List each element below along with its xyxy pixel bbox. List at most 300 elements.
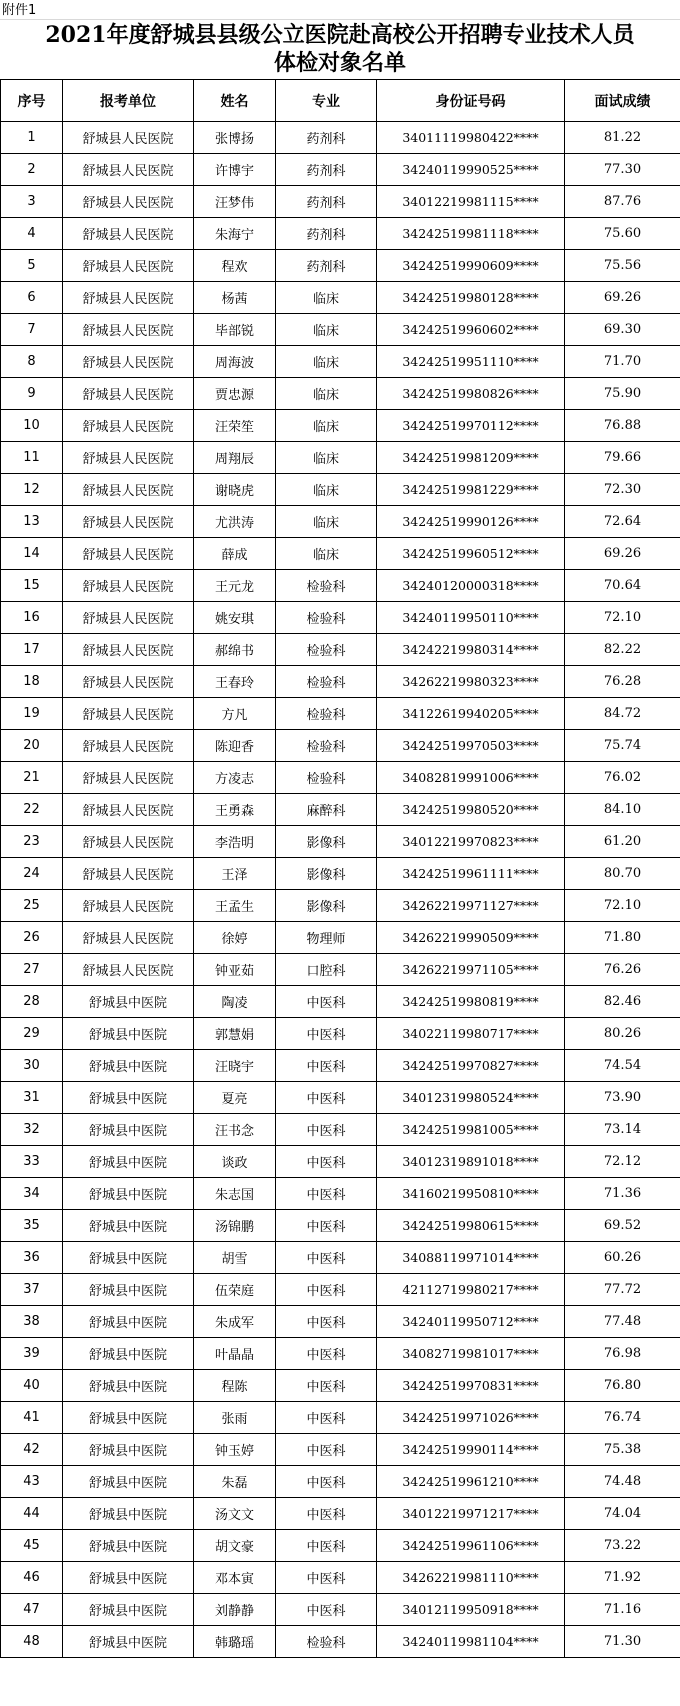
cell-id-number: 34012219971217**** — [377, 1498, 565, 1530]
cell-major: 中医科 — [276, 1466, 377, 1498]
cell-unit: 舒城县中医院 — [63, 1338, 194, 1370]
cell-name: 杨茜 — [194, 282, 276, 314]
cell-index: 5 — [1, 250, 63, 282]
cell-name: 谈政 — [194, 1146, 276, 1178]
cell-interview-score: 72.10 — [565, 890, 680, 922]
cell-id-number: 34012219970823**** — [377, 826, 565, 858]
cell-index: 13 — [1, 506, 63, 538]
cell-interview-score: 81.22 — [565, 122, 680, 154]
cell-interview-score: 75.90 — [565, 378, 680, 410]
table-row — [1, 794, 680, 826]
cell-name: 方凡 — [194, 698, 276, 730]
cell-id-number: 34012319891018**** — [377, 1146, 565, 1178]
cell-unit: 舒城县人民医院 — [63, 378, 194, 410]
table-row — [1, 506, 680, 538]
table-row — [1, 858, 680, 890]
cell-index: 18 — [1, 666, 63, 698]
cell-index: 17 — [1, 634, 63, 666]
cell-unit: 舒城县中医院 — [63, 1306, 194, 1338]
cell-name: 胡雪 — [194, 1242, 276, 1274]
cell-unit: 舒城县人民医院 — [63, 186, 194, 218]
cell-major: 检验科 — [276, 602, 377, 634]
cell-interview-score: 69.26 — [565, 538, 680, 570]
cell-name: 薛成 — [194, 538, 276, 570]
cell-unit: 舒城县人民医院 — [63, 282, 194, 314]
cell-unit: 舒城县中医院 — [63, 1082, 194, 1114]
cell-name: 钟玉婷 — [194, 1434, 276, 1466]
cell-major: 中医科 — [276, 1306, 377, 1338]
cell-index: 7 — [1, 314, 63, 346]
cell-unit: 舒城县人民医院 — [63, 858, 194, 890]
cell-unit: 舒城县人民医院 — [63, 442, 194, 474]
cell-name: 汪书念 — [194, 1114, 276, 1146]
cell-index: 25 — [1, 890, 63, 922]
cell-id-number: 34242519971026**** — [377, 1402, 565, 1434]
cell-index: 47 — [1, 1594, 63, 1626]
cell-major: 物理师 — [276, 922, 377, 954]
cell-major: 临床 — [276, 410, 377, 442]
cell-major: 中医科 — [276, 1274, 377, 1306]
table-row — [1, 1626, 680, 1658]
cell-name: 胡文豪 — [194, 1530, 276, 1562]
cell-interview-score: 71.92 — [565, 1562, 680, 1594]
cell-unit: 舒城县中医院 — [63, 1594, 194, 1626]
table-row — [1, 1306, 680, 1338]
cell-interview-score: 76.80 — [565, 1370, 680, 1402]
cell-index: 20 — [1, 730, 63, 762]
cell-id-number: 34242519970112**** — [377, 410, 565, 442]
cell-index: 16 — [1, 602, 63, 634]
header-unit: 报考单位 — [63, 80, 194, 122]
cell-id-number: 34242519961210**** — [377, 1466, 565, 1498]
cell-name: 徐婷 — [194, 922, 276, 954]
table-row — [1, 1050, 680, 1082]
table-row — [1, 1434, 680, 1466]
cell-major: 临床 — [276, 282, 377, 314]
cell-name: 刘静静 — [194, 1594, 276, 1626]
cell-index: 4 — [1, 218, 63, 250]
cell-name: 陈迎香 — [194, 730, 276, 762]
header-index: 序号 — [1, 80, 63, 122]
cell-major: 中医科 — [276, 1082, 377, 1114]
table-row — [1, 634, 680, 666]
cell-name: 朱磊 — [194, 1466, 276, 1498]
cell-unit: 舒城县人民医院 — [63, 314, 194, 346]
table-row — [1, 1018, 680, 1050]
cell-id-number: 34012319980524**** — [377, 1082, 565, 1114]
cell-major: 中医科 — [276, 1146, 377, 1178]
cell-id-number: 34242519961106**** — [377, 1530, 565, 1562]
cell-unit: 舒城县人民医院 — [63, 698, 194, 730]
cell-name: 汤锦鹏 — [194, 1210, 276, 1242]
cell-unit: 舒城县人民医院 — [63, 826, 194, 858]
cell-index: 26 — [1, 922, 63, 954]
cell-major: 检验科 — [276, 570, 377, 602]
table-row — [1, 762, 680, 794]
cell-name: 王春玲 — [194, 666, 276, 698]
cell-name: 朱海宁 — [194, 218, 276, 250]
cell-index: 39 — [1, 1338, 63, 1370]
table-row — [1, 1178, 680, 1210]
cell-index: 12 — [1, 474, 63, 506]
cell-name: 王孟生 — [194, 890, 276, 922]
cell-index: 21 — [1, 762, 63, 794]
cell-index: 10 — [1, 410, 63, 442]
cell-unit: 舒城县人民医院 — [63, 218, 194, 250]
cell-index: 32 — [1, 1114, 63, 1146]
cell-interview-score: 84.72 — [565, 698, 680, 730]
cell-index: 9 — [1, 378, 63, 410]
cell-index: 6 — [1, 282, 63, 314]
cell-id-number: 34242519970831**** — [377, 1370, 565, 1402]
cell-unit: 舒城县中医院 — [63, 1530, 194, 1562]
table-row — [1, 218, 680, 250]
cell-id-number: 34242519970503**** — [377, 730, 565, 762]
cell-interview-score: 73.14 — [565, 1114, 680, 1146]
cell-unit: 舒城县人民医院 — [63, 250, 194, 282]
table-row — [1, 282, 680, 314]
cell-unit: 舒城县人民医院 — [63, 922, 194, 954]
cell-name: 程欢 — [194, 250, 276, 282]
cell-id-number: 34240119981104**** — [377, 1626, 565, 1658]
cell-major: 中医科 — [276, 1018, 377, 1050]
cell-interview-score: 60.26 — [565, 1242, 680, 1274]
cell-major: 中医科 — [276, 1338, 377, 1370]
cell-index: 48 — [1, 1626, 63, 1658]
table-row — [1, 1274, 680, 1306]
cell-interview-score: 73.90 — [565, 1082, 680, 1114]
table-row — [1, 890, 680, 922]
cell-id-number: 34242519980520**** — [377, 794, 565, 826]
cell-unit: 舒城县中医院 — [63, 1114, 194, 1146]
cell-name: 汪晓宇 — [194, 1050, 276, 1082]
cell-major: 药剂科 — [276, 218, 377, 250]
cell-index: 19 — [1, 698, 63, 730]
table-row — [1, 538, 680, 570]
cell-id-number: 34242519990114**** — [377, 1434, 565, 1466]
table-row — [1, 442, 680, 474]
cell-interview-score: 76.02 — [565, 762, 680, 794]
cell-interview-score: 82.22 — [565, 634, 680, 666]
cell-interview-score: 75.56 — [565, 250, 680, 282]
header-interview-score: 面试成绩 — [565, 80, 680, 122]
cell-id-number: 34082819991006**** — [377, 762, 565, 794]
cell-interview-score: 74.54 — [565, 1050, 680, 1082]
cell-name: 李浩明 — [194, 826, 276, 858]
cell-unit: 舒城县中医院 — [63, 986, 194, 1018]
cell-name: 谢晓虎 — [194, 474, 276, 506]
cell-name: 王元龙 — [194, 570, 276, 602]
cell-interview-score: 80.26 — [565, 1018, 680, 1050]
cell-interview-score: 72.64 — [565, 506, 680, 538]
cell-major: 检验科 — [276, 666, 377, 698]
cell-unit: 舒城县人民医院 — [63, 122, 194, 154]
cell-unit: 舒城县中医院 — [63, 1370, 194, 1402]
cell-name: 王勇森 — [194, 794, 276, 826]
cell-id-number: 34012119950918**** — [377, 1594, 565, 1626]
cell-id-number: 34160219950810**** — [377, 1178, 565, 1210]
cell-unit: 舒城县人民医院 — [63, 730, 194, 762]
cell-interview-score: 72.10 — [565, 602, 680, 634]
table-row — [1, 410, 680, 442]
cell-major: 临床 — [276, 378, 377, 410]
cell-id-number: 34242519960602**** — [377, 314, 565, 346]
cell-name: 方凌志 — [194, 762, 276, 794]
cell-major: 中医科 — [276, 1210, 377, 1242]
cell-id-number: 34242519980819**** — [377, 986, 565, 1018]
cell-name: 伍荣庭 — [194, 1274, 276, 1306]
cell-index: 31 — [1, 1082, 63, 1114]
table-row — [1, 1530, 680, 1562]
cell-name: 叶晶晶 — [194, 1338, 276, 1370]
cell-name: 张博扬 — [194, 122, 276, 154]
cell-unit: 舒城县中医院 — [63, 1626, 194, 1658]
cell-interview-score: 71.30 — [565, 1626, 680, 1658]
table-row — [1, 826, 680, 858]
page-title-line2: 体检对象名单 — [273, 50, 406, 76]
cell-major: 中医科 — [276, 1530, 377, 1562]
cell-major: 中医科 — [276, 1594, 377, 1626]
cell-unit: 舒城县人民医院 — [63, 634, 194, 666]
cell-interview-score: 84.10 — [565, 794, 680, 826]
table-row — [1, 922, 680, 954]
cell-major: 影像科 — [276, 858, 377, 890]
cell-name: 张雨 — [194, 1402, 276, 1434]
cell-unit: 舒城县中医院 — [63, 1466, 194, 1498]
table-row — [1, 346, 680, 378]
cell-unit: 舒城县人民医院 — [63, 794, 194, 826]
cell-index: 29 — [1, 1018, 63, 1050]
table-row — [1, 1594, 680, 1626]
cell-interview-score: 69.30 — [565, 314, 680, 346]
cell-id-number: 34240119990525**** — [377, 154, 565, 186]
table-row — [1, 122, 680, 154]
cell-id-number: 34242519970827**** — [377, 1050, 565, 1082]
table-row — [1, 1402, 680, 1434]
cell-interview-score: 76.28 — [565, 666, 680, 698]
cell-name: 周海波 — [194, 346, 276, 378]
table-row — [1, 1370, 680, 1402]
cell-unit: 舒城县中医院 — [63, 1562, 194, 1594]
cell-id-number: 34082719981017**** — [377, 1338, 565, 1370]
cell-interview-score: 82.46 — [565, 986, 680, 1018]
table-header-row — [1, 80, 680, 122]
cell-unit: 舒城县人民医院 — [63, 506, 194, 538]
cell-index: 46 — [1, 1562, 63, 1594]
cell-id-number: 34262219971105**** — [377, 954, 565, 986]
cell-interview-score: 71.16 — [565, 1594, 680, 1626]
cell-unit: 舒城县中医院 — [63, 1146, 194, 1178]
cell-unit: 舒城县人民医院 — [63, 570, 194, 602]
cell-id-number: 34242519951110**** — [377, 346, 565, 378]
cell-index: 23 — [1, 826, 63, 858]
cell-name: 郭慧娟 — [194, 1018, 276, 1050]
cell-major: 影像科 — [276, 826, 377, 858]
cell-major: 中医科 — [276, 1562, 377, 1594]
cell-major: 药剂科 — [276, 154, 377, 186]
cell-id-number: 34240120000318**** — [377, 570, 565, 602]
cell-id-number: 34240119950110**** — [377, 602, 565, 634]
cell-interview-score: 74.04 — [565, 1498, 680, 1530]
cell-index: 1 — [1, 122, 63, 154]
cell-major: 麻醉科 — [276, 794, 377, 826]
cell-major: 检验科 — [276, 698, 377, 730]
cell-name: 王泽 — [194, 858, 276, 890]
cell-index: 15 — [1, 570, 63, 602]
cell-major: 临床 — [276, 474, 377, 506]
cell-major: 临床 — [276, 506, 377, 538]
cell-name: 周翔辰 — [194, 442, 276, 474]
cell-major: 中医科 — [276, 1050, 377, 1082]
cell-index: 27 — [1, 954, 63, 986]
cell-id-number: 34022119980717**** — [377, 1018, 565, 1050]
cell-major: 中医科 — [276, 1402, 377, 1434]
cell-index: 28 — [1, 986, 63, 1018]
cell-id-number: 34242519981229**** — [377, 474, 565, 506]
cell-id-number: 34088119971014**** — [377, 1242, 565, 1274]
cell-index: 34 — [1, 1178, 63, 1210]
cell-interview-score: 71.70 — [565, 346, 680, 378]
attachment-label: 附件1 — [2, 3, 37, 18]
table-row — [1, 570, 680, 602]
cell-index: 24 — [1, 858, 63, 890]
cell-index: 38 — [1, 1306, 63, 1338]
cell-id-number: 34262219980323**** — [377, 666, 565, 698]
cell-index: 8 — [1, 346, 63, 378]
cell-interview-score: 87.76 — [565, 186, 680, 218]
cell-id-number: 34242519981209**** — [377, 442, 565, 474]
table-row — [1, 1242, 680, 1274]
cell-interview-score: 76.26 — [565, 954, 680, 986]
cell-interview-score: 75.60 — [565, 218, 680, 250]
cell-unit: 舒城县人民医院 — [63, 954, 194, 986]
cell-index: 30 — [1, 1050, 63, 1082]
cell-unit: 舒城县人民医院 — [63, 762, 194, 794]
cell-id-number: 42112719980217**** — [377, 1274, 565, 1306]
cell-unit: 舒城县中医院 — [63, 1402, 194, 1434]
cell-index: 22 — [1, 794, 63, 826]
cell-unit: 舒城县中医院 — [63, 1018, 194, 1050]
cell-major: 检验科 — [276, 762, 377, 794]
cell-index: 37 — [1, 1274, 63, 1306]
cell-id-number: 34242519980826**** — [377, 378, 565, 410]
cell-major: 检验科 — [276, 730, 377, 762]
cell-name: 朱志国 — [194, 1178, 276, 1210]
table-row — [1, 314, 680, 346]
cell-interview-score: 69.52 — [565, 1210, 680, 1242]
table-row — [1, 186, 680, 218]
cell-major: 临床 — [276, 346, 377, 378]
cell-interview-score: 76.98 — [565, 1338, 680, 1370]
table-row — [1, 378, 680, 410]
table-row — [1, 154, 680, 186]
cell-unit: 舒城县中医院 — [63, 1210, 194, 1242]
cell-index: 3 — [1, 186, 63, 218]
cell-index: 45 — [1, 1530, 63, 1562]
table-row — [1, 1114, 680, 1146]
cell-id-number: 34240119950712**** — [377, 1306, 565, 1338]
cell-interview-score: 76.88 — [565, 410, 680, 442]
cell-id-number: 34262219971127**** — [377, 890, 565, 922]
table-row — [1, 250, 680, 282]
cell-major: 中医科 — [276, 1370, 377, 1402]
cell-unit: 舒城县中医院 — [63, 1274, 194, 1306]
table-body — [1, 122, 680, 1658]
table-row — [1, 698, 680, 730]
table-row — [1, 1338, 680, 1370]
cell-unit: 舒城县中医院 — [63, 1242, 194, 1274]
header-id-number: 身份证号码 — [377, 80, 565, 122]
header-name: 姓名 — [194, 80, 276, 122]
cell-major: 中医科 — [276, 1178, 377, 1210]
cell-id-number: 34242519960512**** — [377, 538, 565, 570]
cell-major: 检验科 — [276, 634, 377, 666]
table-row — [1, 602, 680, 634]
cell-major: 药剂科 — [276, 122, 377, 154]
cell-interview-score: 75.38 — [565, 1434, 680, 1466]
cell-interview-score: 71.80 — [565, 922, 680, 954]
cell-name: 夏亮 — [194, 1082, 276, 1114]
cell-major: 临床 — [276, 538, 377, 570]
cell-interview-score: 77.48 — [565, 1306, 680, 1338]
header-major: 专业 — [276, 80, 377, 122]
cell-index: 14 — [1, 538, 63, 570]
table-row — [1, 1146, 680, 1178]
page-title-line1: 2021年度舒城县县级公立医院赴高校公开招聘专业技术人员 — [45, 22, 635, 48]
cell-id-number: 34242519981118**** — [377, 218, 565, 250]
cell-major: 影像科 — [276, 890, 377, 922]
cell-unit: 舒城县人民医院 — [63, 474, 194, 506]
cell-major: 中医科 — [276, 986, 377, 1018]
cell-major: 中医科 — [276, 1242, 377, 1274]
cell-unit: 舒城县人民医院 — [63, 154, 194, 186]
cell-major: 临床 — [276, 314, 377, 346]
cell-id-number: 34242519980128**** — [377, 282, 565, 314]
cell-interview-score: 74.48 — [565, 1466, 680, 1498]
cell-id-number: 34242519961111**** — [377, 858, 565, 890]
cell-index: 11 — [1, 442, 63, 474]
cell-index: 42 — [1, 1434, 63, 1466]
cell-interview-score: 75.74 — [565, 730, 680, 762]
cell-name: 毕部锐 — [194, 314, 276, 346]
cell-unit: 舒城县人民医院 — [63, 602, 194, 634]
cell-interview-score: 80.70 — [565, 858, 680, 890]
cell-id-number: 34242519990126**** — [377, 506, 565, 538]
cell-name: 邓本寅 — [194, 1562, 276, 1594]
table-row — [1, 1210, 680, 1242]
cell-index: 41 — [1, 1402, 63, 1434]
cell-interview-score: 72.12 — [565, 1146, 680, 1178]
cell-id-number: 34242519990609**** — [377, 250, 565, 282]
cell-index: 44 — [1, 1498, 63, 1530]
cell-interview-score: 61.20 — [565, 826, 680, 858]
cell-unit: 舒城县中医院 — [63, 1498, 194, 1530]
table-row — [1, 1562, 680, 1594]
cell-unit: 舒城县人民医院 — [63, 410, 194, 442]
cell-unit: 舒城县中医院 — [63, 1178, 194, 1210]
cell-major: 药剂科 — [276, 186, 377, 218]
cell-name: 尤洪涛 — [194, 506, 276, 538]
cell-index: 35 — [1, 1210, 63, 1242]
cell-index: 36 — [1, 1242, 63, 1274]
cell-index: 2 — [1, 154, 63, 186]
cell-interview-score: 76.74 — [565, 1402, 680, 1434]
cell-interview-score: 79.66 — [565, 442, 680, 474]
cell-name: 汪荣笙 — [194, 410, 276, 442]
cell-major: 口腔科 — [276, 954, 377, 986]
cell-name: 汪梦伟 — [194, 186, 276, 218]
cell-interview-score: 73.22 — [565, 1530, 680, 1562]
